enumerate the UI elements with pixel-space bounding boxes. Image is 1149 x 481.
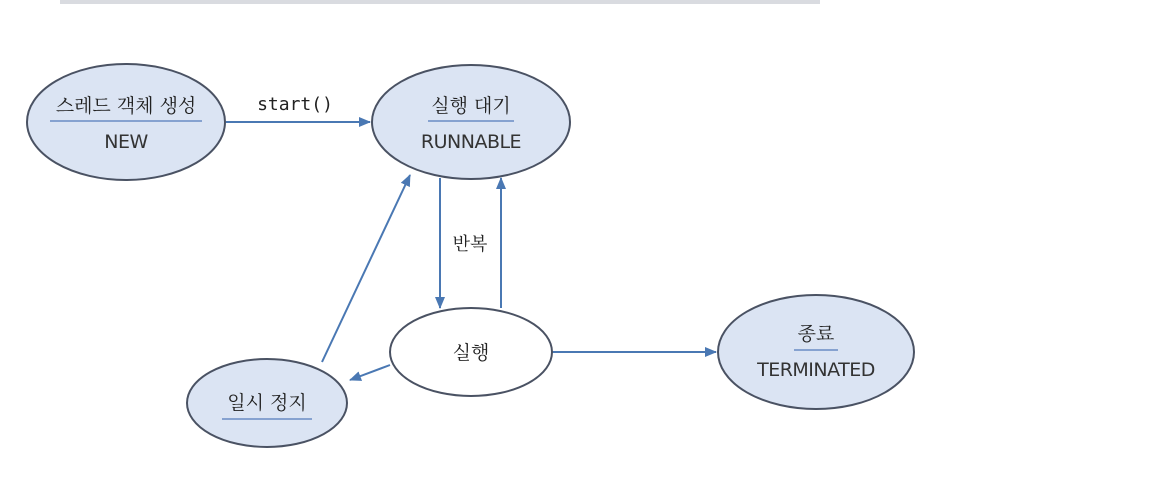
node-runnable-subtitle: RUNNABLE [420, 131, 522, 153]
node-terminated [718, 295, 914, 409]
edge-running-to-blocked [350, 365, 390, 380]
edge-label-start: start() [257, 94, 333, 115]
node-runnable [372, 65, 570, 179]
node-running-title: 실행 [452, 342, 490, 364]
node-running [390, 308, 552, 396]
node-new-subtitle: NEW [104, 131, 148, 153]
node-new-title: 스레드 객체 생성 [55, 95, 197, 117]
node-terminated-subtitle: TERMINATED [757, 359, 875, 381]
node-blocked [187, 359, 347, 447]
node-blocked-title: 일시 정지 [227, 392, 307, 414]
node-terminated-title: 종료 [797, 323, 835, 345]
node-runnable-title: 실행 대기 [431, 95, 511, 117]
node-new [27, 64, 225, 180]
edge-label-repeat: 반복 [452, 234, 488, 255]
